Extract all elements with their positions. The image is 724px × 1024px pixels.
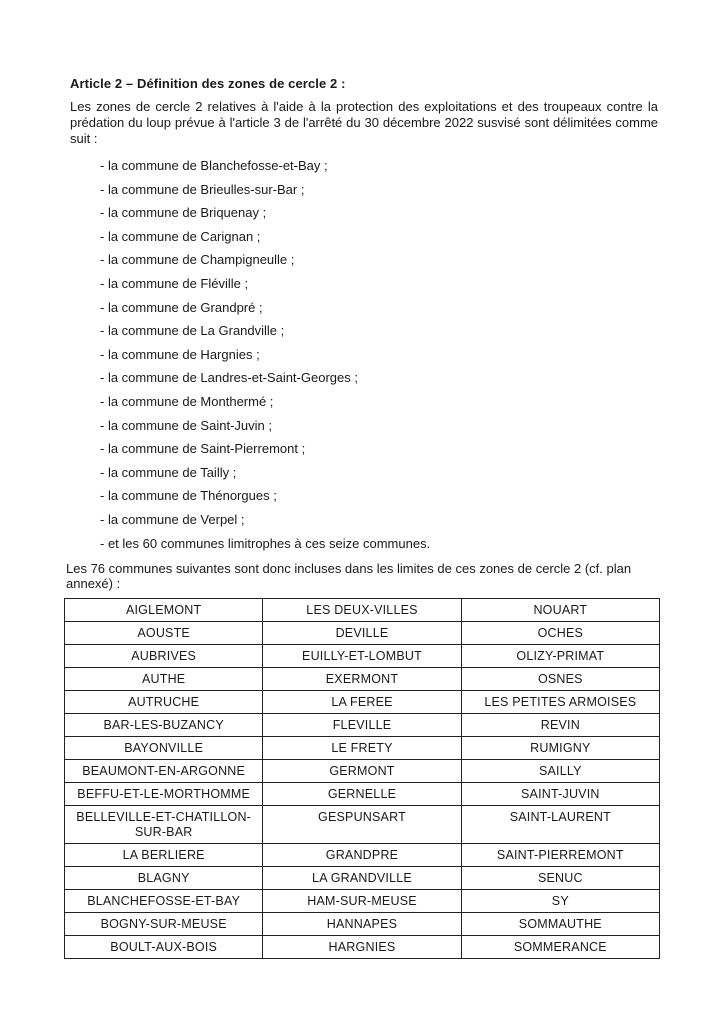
table-row <box>65 668 660 691</box>
table-cell: SY <box>461 890 659 913</box>
table-cell: AUBRIVES <box>65 645 263 668</box>
table-cell: BAR-LES-BUZANCY <box>65 714 263 737</box>
table-cell: AIGLEMONT <box>65 599 263 622</box>
commune-list-item: - la commune de La Grandville ; <box>100 323 285 339</box>
table-cell: LES PETITES ARMOISES <box>461 691 659 714</box>
commune-list-item: - la commune de Briquenay ; <box>100 205 267 221</box>
table-row <box>65 645 660 668</box>
table-row <box>65 691 660 714</box>
table-cell: HAM-SUR-MEUSE <box>263 890 461 913</box>
table-row <box>65 936 660 959</box>
table-cell: GESPUNSART <box>263 806 461 844</box>
table-cell: AOUSTE <box>65 622 263 645</box>
commune-list-item: - la commune de Blanchefosse-et-Bay ; <box>100 158 328 173</box>
table-cell: BELLEVILLE-ET-CHATILLON-SUR-BAR <box>65 806 263 844</box>
table-row <box>65 844 660 867</box>
table-cell: BAYONVILLE <box>65 737 263 760</box>
commune-list-item: - la commune de Hargnies ; <box>100 346 260 362</box>
table-cell: OSNES <box>461 668 659 691</box>
table-cell: SOMMERANCE <box>461 936 659 959</box>
table-cell: FLEVILLE <box>263 714 461 737</box>
table-row <box>65 913 660 936</box>
commune-list-item: - la commune de Monthermé ; <box>100 393 274 409</box>
table-cell: BOULT-AUX-BOIS <box>65 936 263 959</box>
commune-list <box>100 154 430 555</box>
commune-list-item: - et les 60 communes limitrophes à ces seize communes. <box>100 535 431 551</box>
table-cell: BEAUMONT-EN-ARGONNE <box>65 760 263 783</box>
commune-list-item: - la commune de Carignan ; <box>100 228 261 244</box>
table-cell: REVIN <box>461 714 659 737</box>
table-row <box>65 714 660 737</box>
table-cell: LE FRETY <box>263 737 461 760</box>
table-row <box>65 890 660 913</box>
commune-list-item: - la commune de Champigneulle ; <box>100 252 295 268</box>
communes-table <box>64 598 660 959</box>
table-cell: GERNELLE <box>263 783 461 806</box>
table-row <box>65 622 660 645</box>
table-cell: LA BERLIERE <box>65 844 263 867</box>
table-row <box>65 783 660 806</box>
table-row <box>65 806 660 844</box>
commune-list-item: - la commune de Landres-et-Saint-Georges ; <box>100 370 358 386</box>
commune-list-item: - la commune de Tailly ; <box>100 464 237 480</box>
table-cell: AUTRUCHE <box>65 691 263 714</box>
commune-list-item: - la commune de Saint-Juvin ; <box>100 417 272 433</box>
table-cell: DEVILLE <box>263 622 461 645</box>
table-cell: SAINT-PIERREMONT <box>461 844 659 867</box>
table-row <box>65 760 660 783</box>
commune-list-item: - la commune de Thénorgues ; <box>100 488 277 504</box>
table-cell: BEFFU-ET-LE-MORTHOMME <box>65 783 263 806</box>
table-cell: HANNAPES <box>263 913 461 936</box>
table-cell: HARGNIES <box>263 936 461 959</box>
table-cell: RUMIGNY <box>461 737 659 760</box>
table-row <box>65 737 660 760</box>
intro-paragraph: Les zones de cercle 2 relatives à l'aide à la protection des exploitations et des troupeaux contre la prédation du loup prévue à l'article 3 de l'arrêté du 30 décembre 2022 susvisé sont délimitées comme suit : <box>70 99 658 146</box>
table-cell: GRANDPRE <box>263 844 461 867</box>
table-cell: BLANCHEFOSSE-ET-BAY <box>65 890 263 913</box>
commune-list-item: - la commune de Saint-Pierremont ; <box>100 441 306 457</box>
table-cell: GERMONT <box>263 760 461 783</box>
commune-list-item: - la commune de Fléville ; <box>100 275 249 291</box>
table-cell: LES DEUX-VILLES <box>263 599 461 622</box>
table-cell: BLAGNY <box>65 867 263 890</box>
table-cell: SAILLY <box>461 760 659 783</box>
table-row <box>65 599 660 622</box>
table-cell: NOUART <box>461 599 659 622</box>
commune-list-item: - la commune de Brieulles-sur-Bar ; <box>100 181 305 197</box>
table-cell: AUTHE <box>65 668 263 691</box>
table-cell: LA GRANDVILLE <box>263 867 461 890</box>
table-cell: SAINT-LAURENT <box>461 806 659 844</box>
table-cell: EUILLY-ET-LOMBUT <box>263 645 461 668</box>
table-row <box>65 867 660 890</box>
table-cell: EXERMONT <box>263 668 461 691</box>
commune-list-item: - la commune de Grandpré ; <box>100 299 263 315</box>
table-cell: SOMMAUTHE <box>461 913 659 936</box>
table-cell: OCHES <box>461 622 659 645</box>
article-heading: Article 2 – Définition des zones de cercle 2 : <box>70 76 346 91</box>
table-cell: SAINT-JUVIN <box>461 783 659 806</box>
table-cell: LA FEREE <box>263 691 461 714</box>
commune-list-item: - la commune de Verpel ; <box>100 511 245 527</box>
summary-paragraph: Les 76 communes suivantes sont donc incluses dans les limites de ces zones de cercle 2 (cf. plan annexé) : <box>66 561 632 591</box>
table-cell: OLIZY-PRIMAT <box>461 645 659 668</box>
table-cell: BOGNY-SUR-MEUSE <box>65 913 263 936</box>
table-cell: SENUC <box>461 867 659 890</box>
